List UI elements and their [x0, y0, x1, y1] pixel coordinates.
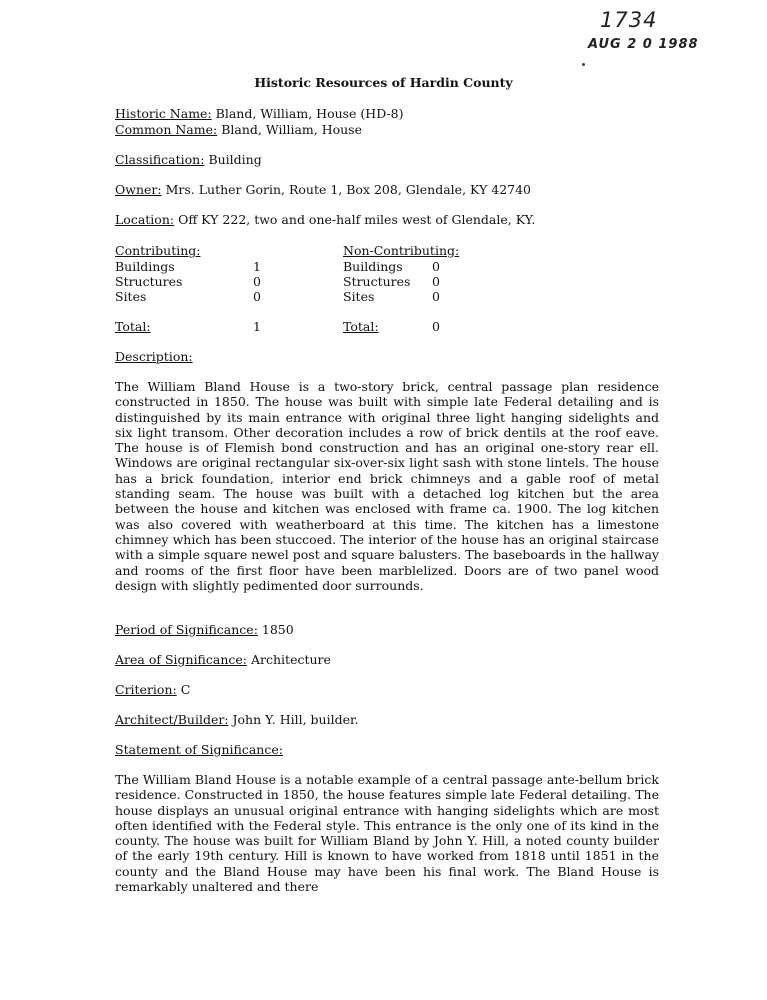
- criterion-line: [115, 682, 190, 697]
- common-name-line: [115, 122, 362, 137]
- common-name-value: Bland, William, House: [221, 122, 362, 137]
- historic-name-label: Historic Name:: [115, 106, 212, 121]
- noncontributing-row-label: Structures: [343, 274, 411, 289]
- handwritten-number: 1734: [600, 8, 658, 32]
- noncontributing-header: Non-Contributing:: [343, 243, 460, 258]
- architect-line: [115, 712, 359, 727]
- contributing-row-value: 0: [253, 274, 261, 289]
- location-label: Location:: [115, 212, 175, 227]
- owner-value: Mrs. Luther Gorin, Route 1, Box 208, Glendale, KY 42740: [165, 182, 532, 197]
- classification-line: [115, 152, 262, 167]
- total-label: Total:: [343, 319, 379, 334]
- document-title: Historic Resources of Hardin County: [254, 75, 513, 90]
- period-value: 1850: [261, 622, 294, 637]
- historic-name-line: [115, 106, 404, 121]
- period-line: [115, 622, 294, 637]
- owner-line: [115, 182, 531, 197]
- historic-name-value: Bland, William, House (HD-8): [215, 106, 404, 121]
- common-name-label: Common Name:: [115, 122, 218, 137]
- classification-value: Building: [208, 152, 262, 167]
- classification-label: Classification:: [115, 152, 205, 167]
- architect-label: Architect/Builder:: [115, 712, 229, 727]
- stray-mark: [582, 63, 585, 66]
- statement-label: Statement of Significance:: [115, 742, 283, 757]
- noncontributing-row-value: 0: [432, 259, 440, 274]
- period-label: Period of Significance:: [115, 622, 258, 637]
- noncontributing-row-label: Sites: [343, 289, 375, 304]
- area-label: Area of Significance:: [115, 652, 248, 667]
- statement-text: The William Bland House is a notable example of a central passage ante-bellum brick residence. Constructed in 1850, the house features simple late Federal detailing. The house displays an unusual original entrance with hanging sidelights which are most often identified with the Federal style. This entrance is the only one of its kind in the county. The house was built for William Bland by John Y. Hill, a noted county builder of the early 19th century. Hill is known to have worked from 1818 until 1851 in the county and the Bland House may have been his final work. The Bland House is remarkably unaltered and there: [115, 772, 659, 895]
- noncontributing-row-value: 0: [432, 289, 440, 304]
- noncontributing-row-value: 0: [432, 274, 440, 289]
- contributing-row-label: Sites: [115, 289, 147, 304]
- owner-label: Owner:: [115, 182, 162, 197]
- criterion-label: Criterion:: [115, 682, 177, 697]
- total-label: Total:: [115, 319, 151, 334]
- total-contributing: 1: [253, 319, 261, 334]
- contributing-row-value: 1: [253, 259, 261, 274]
- area-value: Architecture: [251, 652, 331, 667]
- contributing-header: Contributing:: [115, 243, 201, 258]
- location-line: [115, 212, 535, 227]
- date-stamp: AUG 2 0 1988: [588, 37, 699, 52]
- location-value: Off KY 222, two and one-half miles west of Glendale, KY.: [178, 212, 536, 227]
- description-label: Description:: [115, 349, 193, 364]
- criterion-value: C: [180, 682, 191, 697]
- total-noncontributing: 0: [432, 319, 440, 334]
- description-text: The William Bland House is a two-story brick, central passage plan residence constructed in 1850. The house was built with simple late Federal detailing and is distinguished by its main entrance with original three light hanging sidelights and six light transom. Other decoration includes a row of brick dentils at the roof eave. The house is of Flemish bond construction and has an original one-story rear ell. Windows are original rectangular six-over-six light sash with stone lintels. The house has a brick foundation, interior end brick chimneys and a gable roof of metal standing seam. The house was built with a detached log kitchen but the area between the house and kitchen was enclosed with frame ca. 1900. The log kitchen was also covered with weatherboard at this time. The kitchen has a limestone chimney which has been stuccoed. The interior of the house has an original staircase with a simple square newel post and square balusters. The baseboards in the hallway and rooms of the first floor have been marblelized. Doors are of two panel wood design with slightly pedimented door surrounds.: [115, 379, 659, 593]
- contributing-row-value: 0: [253, 289, 261, 304]
- area-line: [115, 652, 331, 667]
- contributing-row-label: Buildings: [115, 259, 175, 274]
- contributing-row-label: Structures: [115, 274, 183, 289]
- noncontributing-row-label: Buildings: [343, 259, 403, 274]
- architect-value: John Y. Hill, builder.: [232, 712, 359, 727]
